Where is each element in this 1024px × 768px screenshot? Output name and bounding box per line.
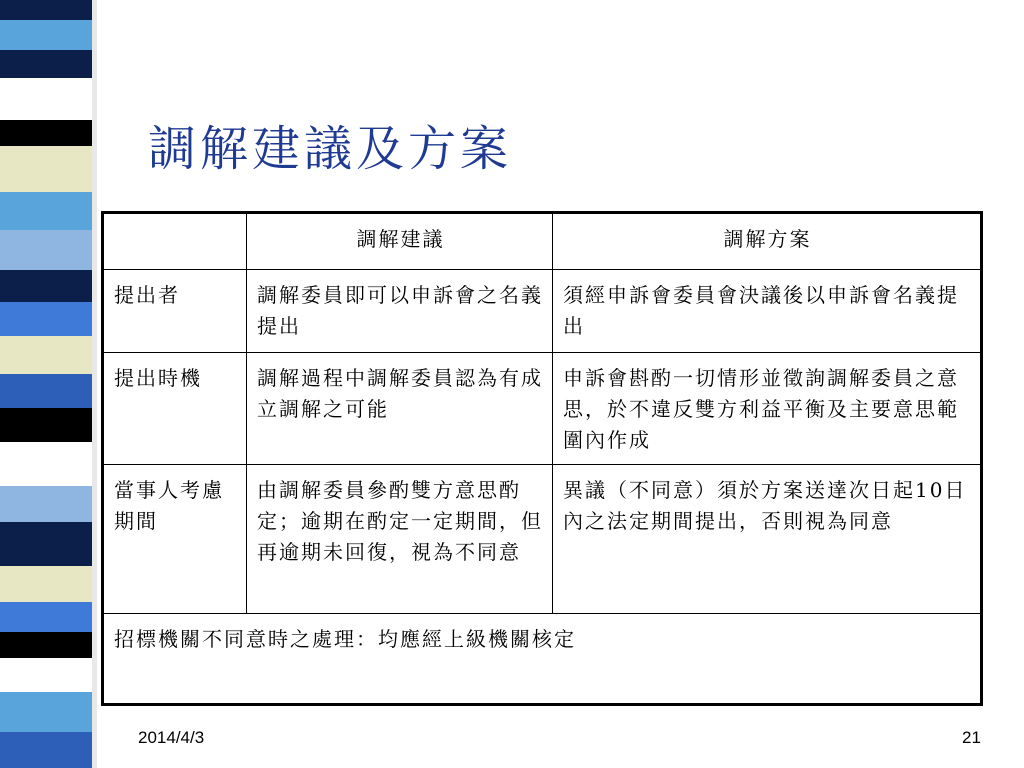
strip-block [0,120,97,146]
strip-block [0,230,97,270]
table-cell: 調解委員即可以申訴會之名義提出 [247,270,553,353]
table-cell: 異議（不同意）須於方案送達次日起10日內之法定期間提出，否則視為同意 [553,465,982,614]
footer-date: 2014/4/3 [138,728,205,747]
strip-block [0,632,97,658]
strip-block [0,442,97,486]
table-row [103,465,982,614]
table-cell: 調解過程中調解委員認為有成立調解之可能 [247,353,553,465]
strip-block [0,20,97,50]
header-cell-empty [103,213,247,270]
strip-block [0,374,97,408]
header-cell-plan: 調解方案 [553,213,982,270]
table-cell: 申訴會斟酌一切情形並徵詢調解委員之意思，於不違反雙方利益平衡及主要意思範圍內作成 [553,353,982,465]
strip-block [0,566,97,602]
comparison-table [101,211,983,706]
strip-block [0,522,97,566]
header-cell-suggestion: 調解建議 [247,213,553,270]
table-cell: 須經申訴會委員會決議後以申訴會名義提出 [553,270,982,353]
strip-block [0,732,97,768]
table-footer-row [103,614,982,705]
row-label: 當事人考慮期間 [103,465,247,614]
table-cell: 由調解委員參酌雙方意思酌定；逾期在酌定一定期間，但再逾期未回復，視為不同意 [247,465,553,614]
strip-block [0,270,97,302]
strip-block [0,692,97,732]
strip-block [0,602,97,632]
strip-block [0,408,97,442]
table-header-row [103,213,982,270]
row-label: 提出時機 [103,353,247,465]
strip-edge [92,0,97,768]
strip-block [0,192,97,230]
row-label: 提出者 [103,270,247,353]
strip-block [0,0,97,20]
strip-block [0,658,97,692]
page-number: 21 [962,728,981,747]
strip-block [0,336,97,374]
table-row [103,270,982,353]
strip-block [0,146,97,192]
footer-row-cell: 招標機關不同意時之處理：均應經上級機關核定 [103,614,982,705]
strip-block [0,50,97,78]
table-row [103,353,982,465]
strip-block [0,302,97,336]
decorative-side-strip [0,0,97,768]
slide-title: 調解建議及方案 [148,121,513,177]
strip-block [0,78,97,120]
strip-block [0,486,97,522]
